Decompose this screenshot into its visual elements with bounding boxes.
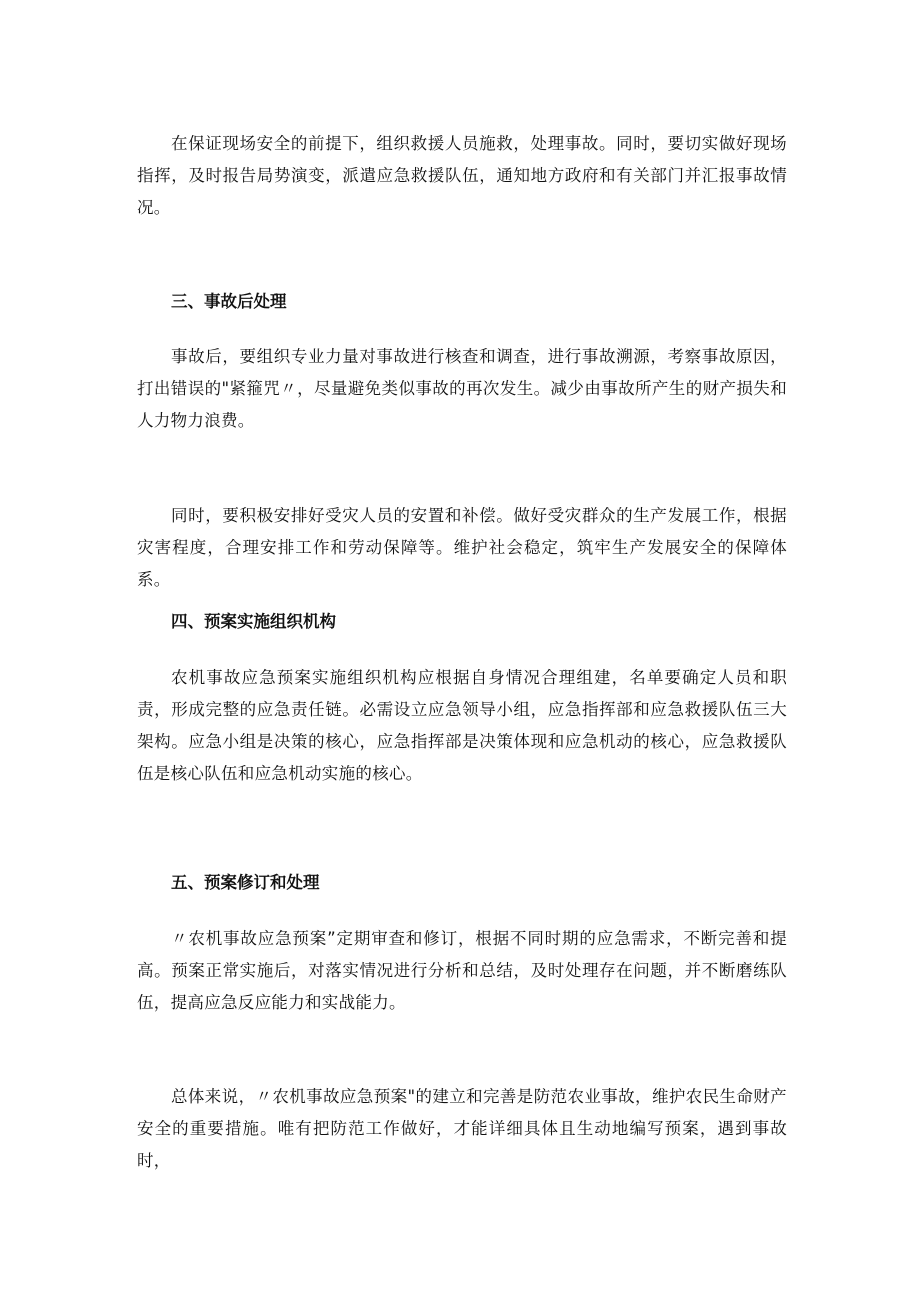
paragraph-summary: 总体来说，〃农机事故应急预案"的建立和完善是防范农业事故，维护农民生命财产安全的重要措施。唯有把防范工作做好，才能详细具体且生动地编写预案，遇到事故时， <box>137 1087 787 1170</box>
paragraph-on-site-rescue: 在保证现场安全的前提下，组织救援人员施救，处理事故。同时，要切实做好现场指挥，及时报告局势演变，派遣应急救援队伍，通知地方政府和有关部门并汇报事故情况。 <box>137 134 787 217</box>
paragraph-plan-revision: 〃农机事故应急预案”定期审查和修订，根据不同时期的应急需求，不断完善和提高。预案正常实施后，对落实情况进行分析和总结，及时处理存在问题，并不断磨练队伍，提高应急反应能力和实战能力。 <box>137 929 787 1012</box>
paragraph-victim-resettlement: 同时，要积极安排好受灾人员的安置和补偿。做好受灾群众的生产发展工作，根据灾害程度，合理安排工作和劳动保障等。维护社会稳定，筑牢生产发展安全的保障体系。 <box>137 506 787 589</box>
section-heading-revision: 五、预案修订和处理 <box>171 873 320 892</box>
paragraph-post-accident-investigation: 事故后，要组织专业力量对事故进行核查和调查，进行事故溯源，考察事故原因，打出错误的"紧箍咒〃，尽量避免类似事故的再次发生。减少由事故所产生的财产损失和人力物力浪费。 <box>137 347 787 430</box>
paragraph-organization-structure: 农机事故应急预案实施组织机构应根据自身情况合理组建，名单要确定人员和职责，形成完整的应急责任链。必需设立应急领导小组，应急指挥部和应急救援队伍三大架构。应急小组是决策的核心，应急指挥部是决策体现和应急机动的核心，应急救援队伍是核心队伍和应急机动实施的核心。 <box>137 668 787 783</box>
section-heading-organization: 四、预案实施组织机构 <box>171 612 336 631</box>
section-heading-post-accident: 三、事故后处理 <box>171 292 287 311</box>
